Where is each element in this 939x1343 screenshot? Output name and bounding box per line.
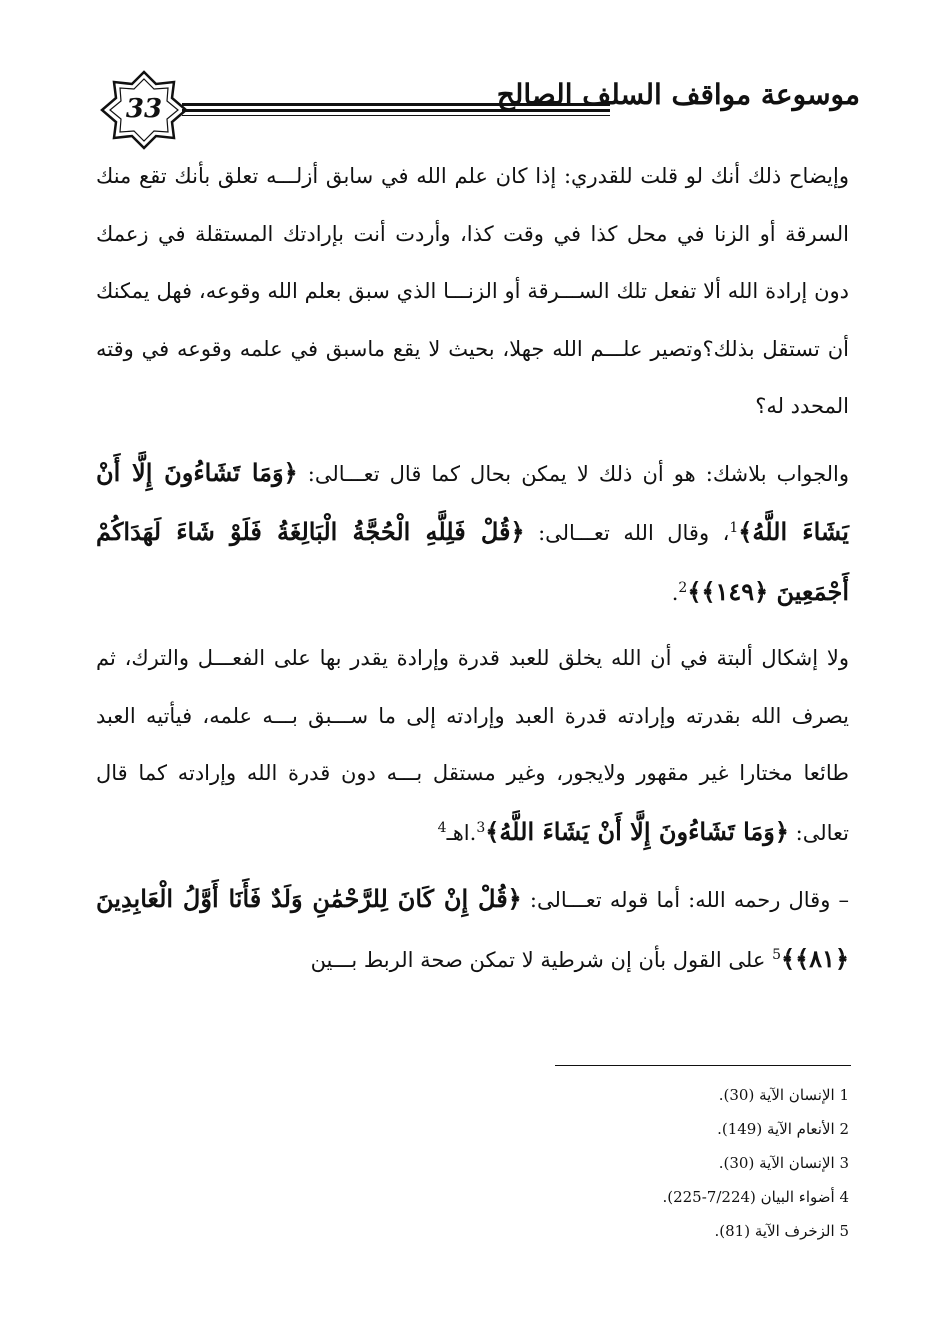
footnotes [400, 1078, 849, 1248]
paragraph-2-end: . [671, 580, 679, 605]
quran-verse: ﴿وَمَا تَشَاءُونَ إِلَّا أَنْ يَشَاءَ اللَّهُ﴾ [96, 457, 849, 546]
paragraph-3-text: ولا إشكال ألبتة في أن الله يخلق للعبد قدرة وإرادة يقدر بها على الفعـــل والترك، ثم يصرف الله بقدرته وإرادته قدرة العبد وإرادته إلى ما ســـبق بـــه علمه، فيأتيه العبد طائعا مختارا غير مقهور ولايجور، وغير مستقل بـــه دون قدرة الله وإرادته كما قال تعالى: [96, 646, 849, 845]
footnote-ref[interactable]: 4 [437, 819, 447, 836]
paragraph-1-text: وإيضاح ذلك أنك لو قلت للقدري: إذا كان علم الله في سابق أزلـــه تعلق بأنك تقع منك السرقة أو الزنا في محل كذا في وقت كذا، وأردت أنت بإرادتك المستقلة في زعمك دون إرادة الله ألا تفعل تلك الســـرقة أو الزنـــا الذي سبق بعلم الله وقوعه، فهل يمكنك أن تستقل بذلك؟وتصير علـــم الله جهلا، بحيث لا يقع ماسبق في علمه وقوعه في وقته المحدد له؟ [96, 164, 849, 418]
quran-verse: ﴿قُلْ فَلِلَّهِ الْحُجَّةُ الْبَالِغَةُ فَلَوْ شَاءَ لَهَدَاكُمْ أَجْمَعِينَ ﴿١٤٩﴾﴾ [96, 517, 849, 606]
footnote-ref[interactable]: 2 [678, 579, 688, 596]
paragraph-2-intro: والجواب بلاشك: هو أن ذلك لا يمكن بحال كما قال تعـــالى: [307, 461, 849, 486]
paragraph-1 [96, 148, 849, 436]
footnote-3: 3 الإنسان الآية (30). [718, 1154, 849, 1172]
footnote-ref[interactable]: 1 [729, 520, 739, 536]
footnote-2: 2 الأنعام الآية (149). [717, 1120, 849, 1138]
paragraph-2 [96, 444, 849, 623]
series-title: موسوعة مواقف السلف الصالح [496, 78, 860, 111]
paragraph-2-mid: ، وقال الله تعـــالى: [538, 521, 730, 545]
quran-verse: ﴿وَمَا تَشَاءُونَ إِلَّا أَنْ يَشَاءَ اللَّهُ﴾ [485, 816, 789, 846]
paragraph-3-end: .اهـ [446, 820, 477, 845]
footnote-ref[interactable]: 3 [476, 819, 486, 836]
paragraph-4-end: على القول بأن إن شرطية لا تمكن صحة الربط بـــين [310, 947, 766, 972]
footnote-ref[interactable]: 5 [772, 946, 782, 963]
paragraph-4-intro: – وقال رحمه الله: أما قوله تعـــالى: [529, 888, 849, 912]
page-number: 33 [125, 94, 163, 124]
footnote-5: 5 الزخرف الآية (81). [714, 1222, 849, 1240]
footnote-separator [555, 1065, 851, 1066]
main-text [96, 148, 849, 989]
footnote-4: 4 أضواء البيان (7/224-225). [662, 1188, 849, 1206]
paragraph-3 [96, 630, 849, 862]
footnote-1: 1 الإنسان الآية (30). [718, 1086, 849, 1104]
page-number-badge [100, 70, 188, 150]
paragraph-4 [96, 870, 849, 989]
quran-verse: ﴿قُلْ إِنْ كَانَ لِلرَّحْمَٰنِ وَلَدٌ فَأَنَا أَوَّلُ الْعَابِدِينَ ﴿٨١﴾﴾ [96, 884, 849, 973]
page-header [100, 70, 860, 150]
